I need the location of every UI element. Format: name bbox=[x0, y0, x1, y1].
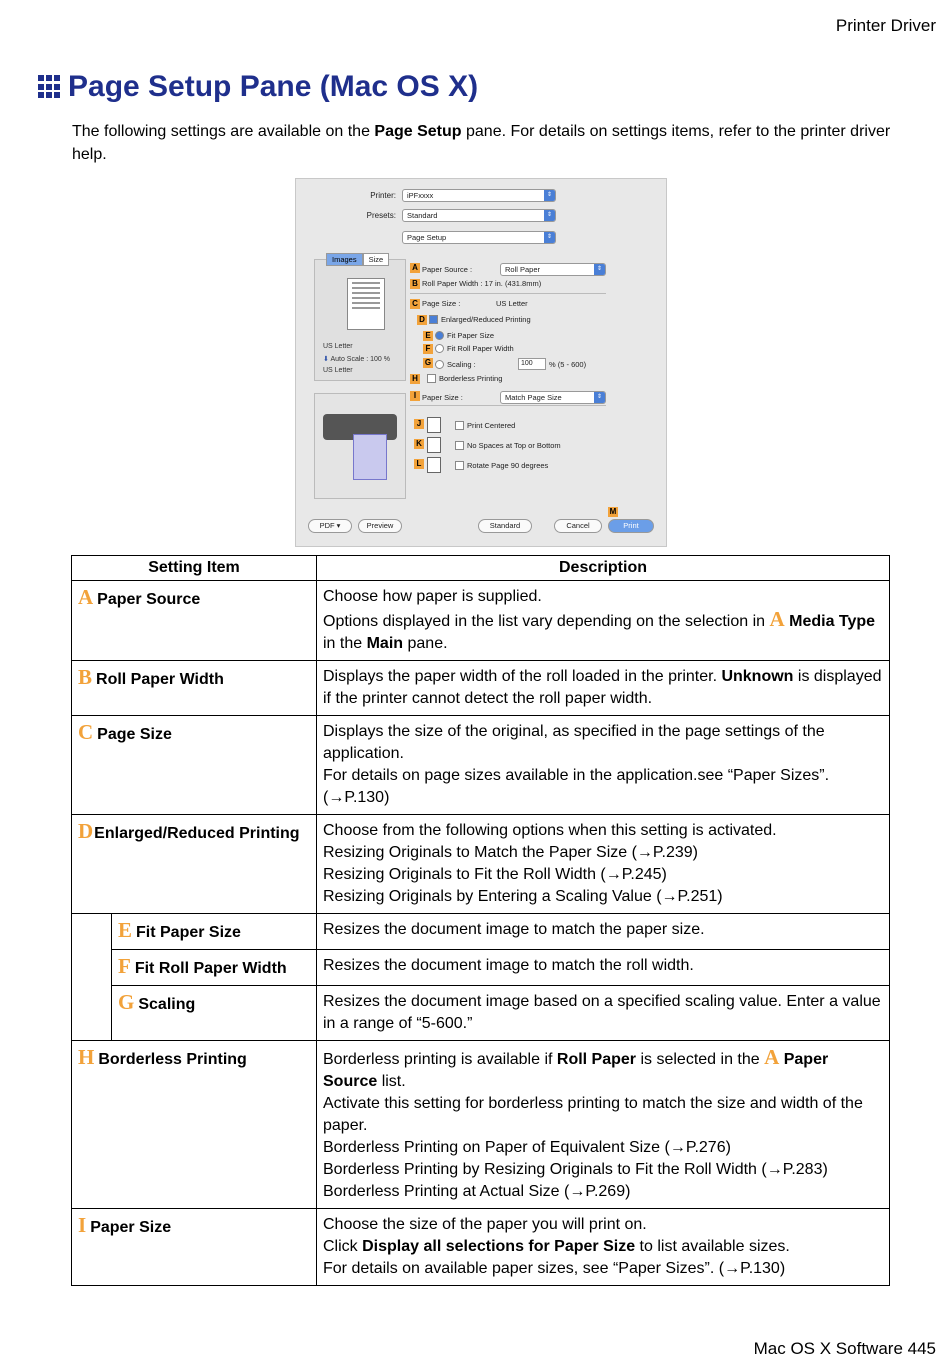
scaling-input[interactable]: 100 bbox=[518, 358, 546, 370]
standard-button[interactable]: Standard bbox=[478, 519, 532, 533]
preview-button[interactable]: Preview bbox=[358, 519, 402, 533]
scaling-row: Scaling : 100 % (5 - 600) bbox=[435, 358, 586, 370]
desc-page-size: Displays the size of the original, as specified in the page settings of the application. For details on page sizes available in the application.see “Paper Sizes”. (→P.130) bbox=[317, 716, 890, 815]
enlarged-checkbox[interactable]: Enlarged/Reduced Printing bbox=[429, 315, 531, 324]
page-size-row: Page Size : US Letter bbox=[422, 299, 528, 308]
page-setup-dialog-screenshot bbox=[295, 178, 667, 547]
preview-size-1: US Letter bbox=[323, 343, 353, 350]
item-borderless-printing: H Borderless Printing bbox=[72, 1041, 317, 1209]
item-fit-paper-size: E Fit Paper Size bbox=[112, 914, 317, 950]
preview-scale: ⬇ Auto Scale : 100 % bbox=[323, 356, 390, 363]
document-thumbnail bbox=[347, 278, 385, 330]
item-scaling: G Scaling bbox=[112, 986, 317, 1041]
page-title-row bbox=[38, 70, 478, 104]
grid-icon bbox=[38, 75, 62, 99]
fit-paper-radio[interactable]: Fit Paper Size bbox=[435, 331, 494, 340]
tab-images[interactable]: Images bbox=[326, 253, 363, 266]
table-row bbox=[72, 716, 890, 815]
printer-row bbox=[296, 189, 556, 202]
callout-e: E bbox=[423, 331, 433, 341]
pane-row bbox=[402, 231, 556, 244]
callout-i: I bbox=[410, 391, 420, 401]
desc-enlarged-reduced: Choose from the following options when this setting is activated. Resizing Originals to Match the Paper Size (→P.239) Resizing Originals to Fit the Roll Width (→P.245) Resizing Originals by Entering a Scaling Value (→P.251) bbox=[317, 815, 890, 914]
item-page-size: C Page Size bbox=[72, 716, 317, 815]
intro-paragraph: The following settings are available on the Page Setup pane. For details on settings items, refer to the printer driver help. bbox=[72, 123, 891, 163]
table-row bbox=[72, 1041, 890, 1209]
running-header: Printer Driver bbox=[835, 16, 936, 35]
rotate-icon bbox=[427, 457, 441, 473]
borderless-checkbox[interactable]: Borderless Printing bbox=[427, 374, 502, 383]
callout-j: J bbox=[414, 419, 424, 429]
paper-icon bbox=[353, 434, 387, 480]
callout-g: G bbox=[424, 358, 432, 367]
table-row bbox=[72, 950, 890, 986]
callout-d: D bbox=[417, 315, 427, 325]
desc-roll-paper-width: Displays the paper width of the roll loaded in the printer. Unknown is displayed if the printer cannot detect the roll paper width. bbox=[317, 661, 890, 716]
table-row bbox=[72, 661, 890, 716]
page-title: Page Setup Pane (Mac OS X) bbox=[68, 70, 479, 103]
tab-size[interactable]: Size bbox=[363, 253, 390, 266]
page-footer: Mac OS X Software 445 bbox=[753, 1339, 936, 1358]
presets-label: Presets: bbox=[366, 211, 396, 220]
rotate-row[interactable]: Rotate Page 90 degrees bbox=[427, 457, 548, 473]
table-row bbox=[72, 1209, 890, 1286]
paper-source-row: Paper Source : Roll Paper ⇕ bbox=[422, 263, 606, 276]
desc-paper-size: Choose the size of the paper you will print on. Click Display all selections for Paper Size to list available sizes. For details on available paper sizes, see “Paper Sizes”. (→P.130) bbox=[317, 1209, 890, 1286]
callout-b: B bbox=[410, 279, 420, 289]
callout-h: H bbox=[410, 374, 420, 384]
printer-illustration bbox=[314, 393, 406, 499]
table-row bbox=[72, 581, 890, 661]
preview-box bbox=[314, 259, 406, 381]
desc-paper-source: Choose how paper is supplied. Options displayed in the list vary depending on the selection in A Media Type in the Main pane. bbox=[317, 581, 890, 661]
callout-a: A bbox=[410, 263, 420, 273]
callout-f: F bbox=[423, 344, 433, 354]
no-spaces-row[interactable]: No Spaces at Top or Bottom bbox=[427, 437, 561, 453]
indent-cell bbox=[72, 914, 112, 1041]
preview-tabs bbox=[326, 253, 389, 266]
item-enlarged-reduced: DEnlarged/Reduced Printing bbox=[72, 815, 317, 914]
no-spaces-icon bbox=[427, 437, 441, 453]
printer-select[interactable]: iPFxxxx ⇕ bbox=[402, 189, 556, 202]
item-fit-roll-paper-width: F Fit Roll Paper Width bbox=[112, 950, 317, 986]
desc-borderless-printing: Borderless printing is available if Roll Paper is selected in the A Paper Source list. Activate this setting for borderless printing to match the size and width of the paper. Borderless Printing on Paper of Equivalent Size (→P.276) Borderless Printing by Resizing Originals to Fit the Roll Width (→P.283) Borderless Printing at Actual Size (→P.269) bbox=[317, 1041, 890, 1209]
table-row bbox=[72, 815, 890, 914]
callout-l: L bbox=[414, 459, 424, 469]
desc-scaling: Resizes the document image based on a specified scaling value. Enter a value in a range of “5-600.” bbox=[317, 986, 890, 1041]
roll-width-text: Roll Paper Width : 17 in. (431.8mm) bbox=[422, 279, 542, 288]
pane-select[interactable]: Page Setup ⇕ bbox=[402, 231, 556, 244]
presets-row bbox=[296, 209, 556, 222]
desc-fit-roll-paper-width: Resizes the document image to match the roll width. bbox=[317, 950, 890, 986]
item-paper-source: A Paper Source bbox=[72, 581, 317, 661]
settings-table bbox=[71, 555, 890, 1286]
pdf-button[interactable]: PDF ▾ bbox=[308, 519, 352, 533]
paper-source-select[interactable]: Roll Paper ⇕ bbox=[500, 263, 606, 276]
header-setting-item: Setting Item bbox=[72, 556, 317, 581]
desc-fit-paper-size: Resizes the document image to match the paper size. bbox=[317, 914, 890, 950]
centered-icon bbox=[427, 417, 441, 433]
print-button[interactable]: Print bbox=[608, 519, 654, 533]
cancel-button[interactable]: Cancel bbox=[554, 519, 602, 533]
item-paper-size: I Paper Size bbox=[72, 1209, 317, 1286]
callout-k: K bbox=[414, 439, 424, 449]
table-header-row bbox=[72, 556, 890, 581]
callout-m: M bbox=[609, 507, 617, 516]
paper-size-select[interactable]: Match Page Size ⇕ bbox=[500, 391, 606, 404]
table-row bbox=[72, 914, 890, 950]
preview-size-2: US Letter bbox=[323, 367, 353, 374]
callout-c: C bbox=[410, 299, 420, 309]
table-row bbox=[72, 986, 890, 1041]
paper-size-row: Paper Size : Match Page Size ⇕ bbox=[422, 391, 606, 404]
header-description: Description bbox=[317, 556, 890, 581]
printer-label: Printer: bbox=[370, 191, 396, 200]
item-roll-paper-width: B Roll Paper Width bbox=[72, 661, 317, 716]
fit-roll-radio[interactable]: Fit Roll Paper Width bbox=[435, 344, 514, 353]
print-centered-row[interactable]: Print Centered bbox=[427, 417, 515, 433]
presets-select[interactable]: Standard ⇕ bbox=[402, 209, 556, 222]
